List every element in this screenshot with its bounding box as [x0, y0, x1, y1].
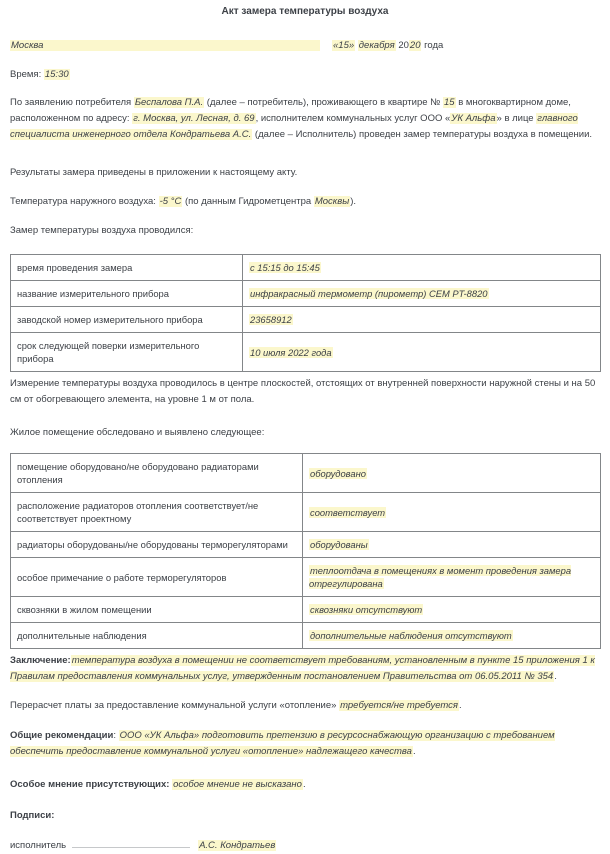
intro-text: По заявлению потребителя — [10, 97, 134, 108]
signature-blank-line — [72, 837, 190, 848]
row-label: название измерительного прибора — [11, 281, 243, 307]
measurement-intro: Замер температуры воздуха проводился: — [10, 225, 194, 236]
row-label: радиаторы оборудованы/не оборудованы терморегуляторами — [11, 532, 303, 558]
row-label: заводской номер измерительного прибора — [11, 307, 243, 333]
row-value: соответствует — [310, 506, 386, 518]
table-row — [11, 281, 601, 307]
row-label: сквозняки в жилом помещении — [11, 597, 303, 623]
inspection-intro: Жилое помещение обследовано и выявлено следующее: — [10, 427, 265, 438]
recommendations-value: ООО «УК Альфа» подготовить претензию в ресурсоснабжающую организацию с требованием обеспечить предоставление коммунальной услуги «отопление» надлежащего качества — [10, 730, 555, 757]
company-name-field: УК Альфа — [451, 113, 496, 124]
intro-text: в многоквартирном доме, расположенном по адресу: — [10, 97, 571, 124]
row-value-cell — [303, 454, 601, 493]
table-row — [11, 532, 601, 558]
row-value: 23658912 — [250, 314, 292, 325]
row-value-cell — [303, 532, 601, 558]
inspection-table — [10, 453, 601, 649]
row-label: срок следующей поверки измерительного прибора — [11, 333, 243, 372]
table-row — [11, 597, 601, 623]
outdoor-temperature-field: -5 °С — [159, 196, 182, 207]
row-label: время проведения замера — [11, 255, 243, 281]
table-row — [11, 255, 601, 281]
time-label: Время: — [10, 69, 42, 80]
row-value: оборудованы — [310, 539, 368, 550]
time-value: 15:30 — [44, 69, 69, 80]
outdoor-temperature-line — [10, 194, 600, 210]
row-value: с 15:15 до 15:45 — [250, 262, 320, 273]
executor-title-field: главного специалиста инженерного отдела Кондратьева А.С. — [10, 113, 578, 140]
conclusion-paragraph — [10, 653, 600, 685]
apartment-number-field: 15 — [444, 97, 455, 108]
opinion-line — [10, 777, 600, 793]
row-label: расположение радиаторов отопления соответствует/не соответствует проектному — [11, 493, 303, 532]
method-note: Измерение температуры воздуха проводилось в центре плоскостей, отстоящих от внутренней поверхности наружной стены и на 50 см от обогревающего элемента, на уровне 1 м от пола. — [10, 378, 596, 405]
opinion-label: Особое мнение присутствующих: — [10, 779, 170, 790]
table-row — [11, 558, 601, 597]
time-line — [10, 67, 600, 83]
recalc-value: требуется/не требуется — [340, 700, 459, 711]
recommendations-sep: : — [113, 730, 119, 741]
table-row — [11, 493, 601, 532]
opinion-value: особое мнение не высказано — [173, 779, 302, 790]
consumer-name-field: Беспалова П.А. — [134, 97, 204, 108]
intro-text: » в лице — [496, 113, 537, 124]
date-day: «15» — [333, 40, 355, 51]
hydromet-city-field: Москвы — [314, 196, 350, 207]
outdoor-text: (по данным Гидрометцентра — [182, 196, 314, 207]
row-value-cell — [243, 281, 601, 307]
row-label: особое примечание о работе терморегуляторов — [11, 558, 303, 597]
measurement-table — [10, 254, 601, 372]
conclusion-value: температура воздуха в помещении не соответствует требованиям, установленным в пункте 15 приложения 1 к Правилам предоставления коммунальных услуг, утвержденным постановлением Правительства от 06.05.2011 № 354 — [10, 655, 595, 682]
recommendations-paragraph — [10, 728, 600, 760]
outdoor-text: ). — [350, 196, 357, 207]
row-value-cell — [303, 597, 601, 623]
conclusion-tail: . — [554, 671, 557, 682]
row-value: оборудовано — [310, 467, 366, 479]
row-value-cell — [243, 333, 601, 372]
recalc-text: Перерасчет платы за предоставление коммунальной услуги «отопление» — [10, 700, 340, 711]
page-title: Акт замера температуры воздуха — [221, 6, 389, 17]
table-row — [11, 307, 601, 333]
recalc-line — [10, 698, 600, 714]
date-century: 20 — [398, 40, 409, 51]
row-value-cell — [243, 255, 601, 281]
date-month: декабря — [358, 40, 395, 51]
executor-name: А.С. Кондратьев — [199, 840, 276, 851]
row-value: 10 июля 2022 года — [250, 346, 332, 358]
city-field: Москва — [10, 40, 320, 51]
row-value-cell — [243, 307, 601, 333]
date-year-word: года — [424, 40, 444, 51]
results-note: Результаты замера приведены в приложении к настоящему акту. — [10, 167, 298, 178]
executor-signature-line — [10, 837, 600, 854]
row-value-cell — [303, 493, 601, 532]
row-label: дополнительные наблюдения — [11, 623, 303, 649]
signatures-heading: Подписи: — [10, 810, 55, 821]
recalc-tail: . — [459, 700, 462, 711]
row-value-cell — [303, 558, 601, 597]
row-label: помещение оборудовано/не оборудовано радиаторами отопления — [11, 454, 303, 493]
executor-label: исполнитель — [10, 840, 67, 851]
date-text — [332, 40, 443, 51]
address-field: г. Москва, ул. Лесная, д. 69 — [133, 113, 255, 124]
date-year: 20 — [409, 40, 421, 51]
city-date-line — [10, 40, 600, 51]
table-row — [11, 333, 601, 372]
recommendations-label: Общие рекомендации — [10, 730, 114, 741]
recommendations-tail: . — [412, 746, 416, 757]
table-row — [11, 454, 601, 493]
conclusion-label: Заключение: — [10, 655, 71, 666]
intro-paragraph — [10, 95, 600, 143]
row-value: сквозняки отсутствуют — [310, 604, 423, 615]
intro-text: (далее – Исполнитель) проведен замер температуры воздуха в помещении. — [252, 129, 593, 140]
opinion-tail: . — [302, 779, 306, 790]
intro-text: (далее – потребитель), проживающего в квартире № — [204, 97, 444, 108]
row-value: дополнительные наблюдения отсутствуют — [310, 630, 512, 641]
table-row — [11, 623, 601, 649]
intro-text: , исполнителем коммунальных услуг ООО « — [255, 113, 451, 124]
row-value: теплоотдача в помещениях в момент проведения замера отрегулирована — [309, 565, 572, 589]
outdoor-text: Температура наружного воздуха: — [10, 196, 159, 207]
row-value: инфракрасный термометр (пирометр) CEM PT-8820 — [250, 288, 488, 299]
row-value-cell — [303, 623, 601, 649]
